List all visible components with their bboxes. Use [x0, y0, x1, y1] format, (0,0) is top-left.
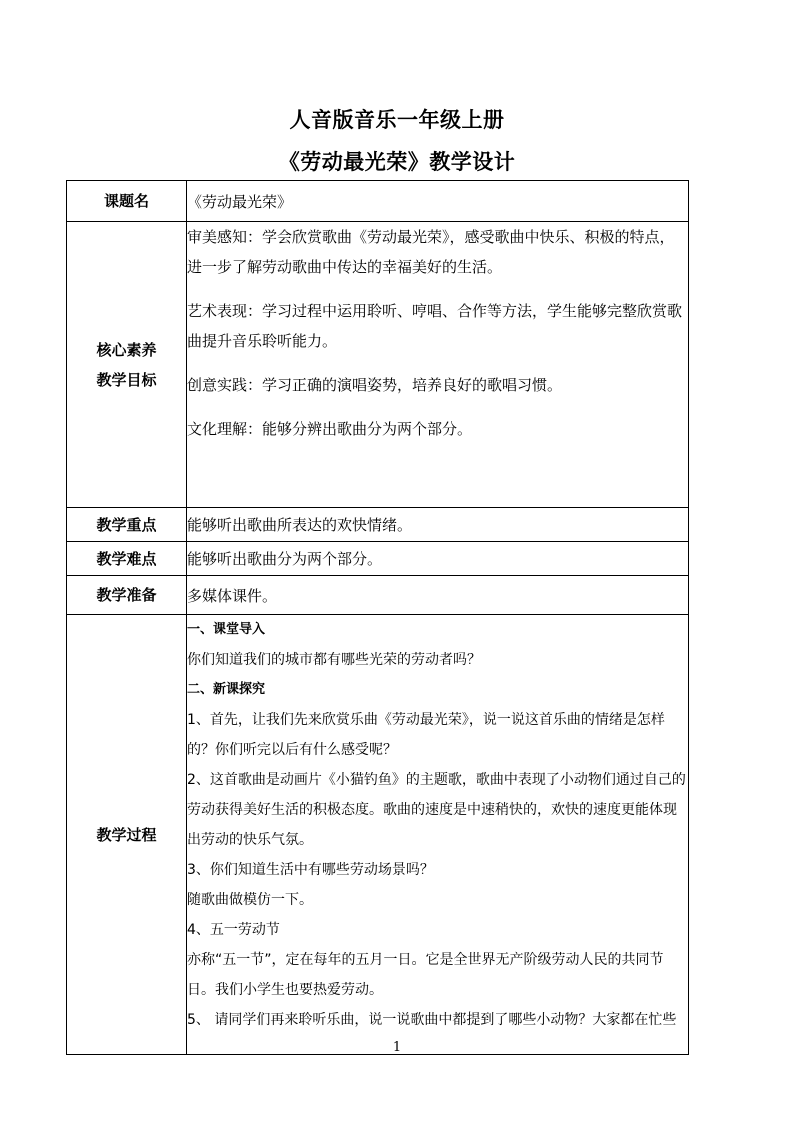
page-number: 1	[392, 1040, 402, 1055]
process-heading: 一、课堂导入	[187, 622, 266, 637]
table-row-focus	[67, 508, 689, 542]
process-content	[187, 615, 689, 1055]
process-line: 亦称“五一节”，定在每年的五月一日。它是全世界无产阶级劳动人民的共同节日。我们小学生也要热爱劳动。	[187, 952, 664, 998]
process-line: 2、这首歌曲是动画片《小猫钓鱼》的主题歌，歌曲中表现了小动物们通过自己的劳动获得美好生活的积极态度。歌曲的速度是中速稍快的，欢快的速度更能体现出劳动的快乐气氛。	[187, 772, 686, 848]
goal-expression: 艺术表现：学习过程中运用聆听、哼唱、合作等方法，学生能够完整欣赏歌曲提升音乐聆听能力。	[187, 302, 683, 350]
process-line: 你们知道我们的城市都有哪些光荣的劳动者吗？	[187, 652, 481, 668]
preparation-label: 教学准备	[67, 576, 187, 615]
document-title: 人音版音乐一年级上册	[289, 108, 505, 132]
goals-label-line2: 教学目标	[96, 370, 157, 389]
goals-label	[67, 222, 187, 508]
focus-value: 能够听出歌曲所表达的欢快情绪。	[187, 508, 689, 542]
goal-culture: 文化理解：能够分辨出歌曲分为两个部分。	[187, 420, 473, 438]
focus-label: 教学重点	[67, 508, 187, 542]
topic-label: 课题名	[67, 181, 187, 222]
process-line: 5、 请同学们再来聆听乐曲，说一说歌曲中都提到了哪些小动物？大家都在忙些	[187, 1012, 677, 1028]
table-row-topic	[67, 181, 689, 222]
process-line: 3、你们知道生活中有哪些劳动场景吗？	[187, 862, 434, 878]
lesson-plan-table	[66, 180, 689, 1055]
goal-aesthetic: 审美感知：学会欣赏歌曲《劳动最光荣》，感受歌曲中快乐、积极的特点，进一步了解劳动歌曲中传达的幸福美好的生活。	[187, 228, 675, 276]
table-row-process	[67, 615, 689, 1055]
preparation-value: 多媒体课件。	[187, 576, 689, 615]
process-line: 随歌曲做模仿一下。	[187, 892, 313, 908]
process-line: 4、五一劳动节	[187, 922, 280, 938]
document-subtitle: 《劳动最光荣》教学设计	[278, 150, 516, 174]
table-row-goals	[67, 222, 689, 508]
goals-content	[187, 222, 689, 508]
difficulty-label: 教学难点	[67, 542, 187, 576]
goals-label-line1: 核心素养	[96, 340, 157, 359]
goal-practice: 创意实践：学习正确的演唱姿势，培养良好的歌唱习惯。	[187, 376, 563, 394]
table-row-preparation	[67, 576, 689, 615]
process-label: 教学过程	[67, 615, 187, 1055]
process-line: 1、首先，让我们先来欣赏乐曲《劳动最光荣》，说一说这首乐曲的情绪是怎样的？你们听完以后有什么感受呢？	[187, 712, 665, 758]
table-row-difficulty	[67, 542, 689, 576]
topic-value: 《劳动最光荣》	[187, 181, 689, 222]
process-heading: 二、新课探究	[187, 682, 266, 697]
difficulty-value: 能够听出歌曲分为两个部分。	[187, 542, 689, 576]
